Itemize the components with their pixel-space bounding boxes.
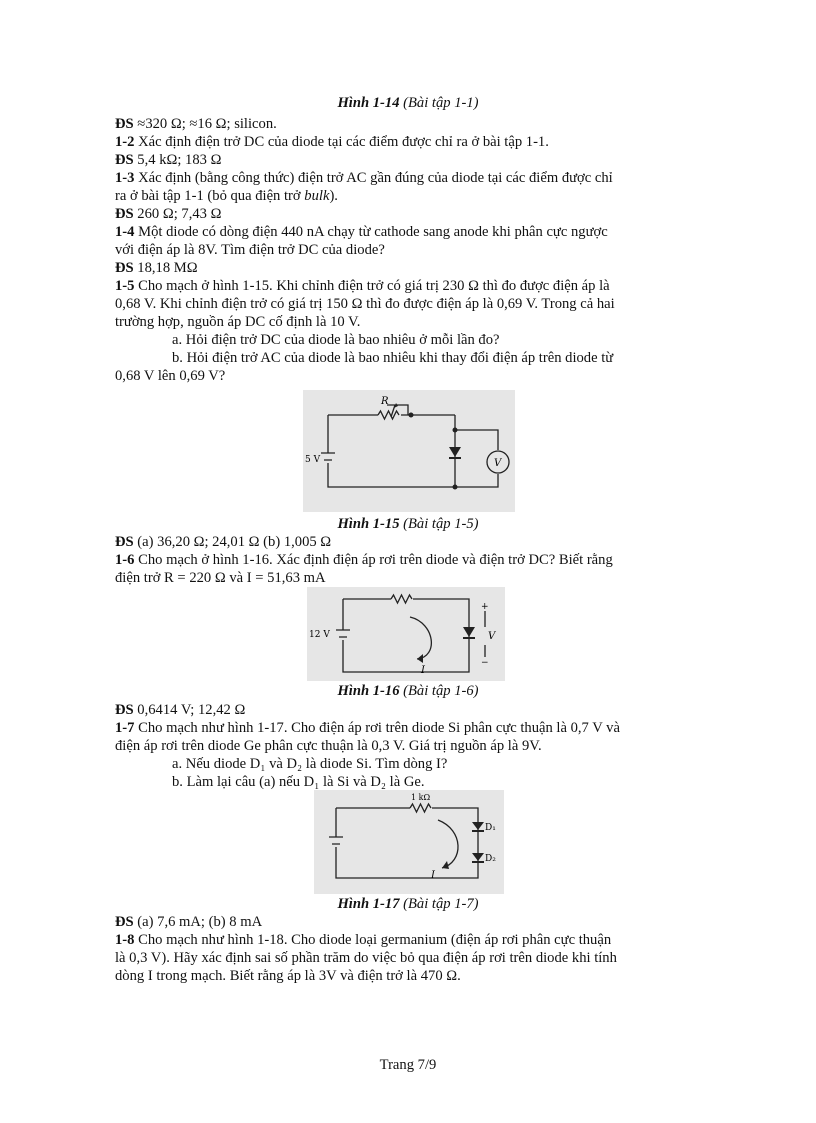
- problem-1-5: 1-5 Cho mạch ở hình 1-15. Khi chỉnh điện trở có giá trị 230 Ω thì đo được điện áp là: [115, 278, 610, 294]
- voltmeter-label: V: [494, 458, 502, 469]
- diode-symbol: [449, 447, 461, 457]
- answer-1-6: ĐS 0,6414 V; 12,42 Ω: [115, 702, 246, 718]
- current-arrow: [438, 820, 458, 868]
- resistor-label: R: [381, 396, 389, 407]
- problem-1-4-line2: với điện áp là 8V. Tìm điện trở DC của diode?: [115, 242, 385, 258]
- dc-source-5v: [321, 453, 335, 460]
- figure-1-15-circuit: [303, 390, 515, 512]
- diode-d2-symbol: [472, 853, 484, 861]
- figure-caption-1-14: Hình 1-14 (Bài tập 1-1): [337, 95, 479, 111]
- problem-1-3: 1-3 Xác định (bằng công thức) điện trở AC gần đúng của diode tại các điểm được chỉ: [115, 170, 613, 186]
- resistor-1k: [410, 804, 431, 812]
- current-label: I: [421, 665, 425, 676]
- problem-1-5-line3: trường hợp, nguồn áp DC cố định là 10 V.: [115, 314, 361, 330]
- answer-1-7: ĐS (a) 7,6 mA; (b) 8 mA: [115, 914, 263, 930]
- problem-1-5-line2: 0,68 V. Khi chỉnh điện trở có giá trị 150 Ω thì đo được điện áp là 0,69 V. Trong cả hai: [115, 296, 615, 312]
- resistor-r: [378, 411, 399, 419]
- problem-1-5-part-b-line2: 0,68 V lên 0,69 V?: [115, 368, 226, 384]
- diode-symbol: [463, 627, 475, 637]
- problem-1-8-line3: dòng I trong mạch. Biết rằng áp là 3V và điện trở là 470 Ω.: [115, 968, 461, 984]
- source-label: 12 V: [309, 630, 330, 640]
- minus-sign: −: [481, 658, 489, 668]
- current-arrow: [410, 617, 431, 659]
- figure-1-17-circuit: [314, 790, 504, 894]
- answer-1-2: ĐS 5,4 kΩ; 183 Ω: [115, 152, 222, 168]
- voltage-label: V: [488, 631, 496, 642]
- problem-1-4: 1-4 Một diode có dòng điện 440 nA chạy từ cathode sang anode khi phân cực ngược: [115, 224, 608, 240]
- dc-source-12v: [336, 630, 350, 637]
- answer-1-4: ĐS 18,18 MΩ: [115, 260, 198, 276]
- problem-1-2: 1-2 Xác định điện trở DC của diode tại các điểm được chỉ ra ở bài tập 1-1.: [115, 134, 549, 150]
- source-label: 5 V: [305, 455, 321, 465]
- problem-1-7-line2: điện áp rơi trên diode Ge phân cực thuận là 0,3 V. Giá trị nguồn áp là 9V.: [115, 738, 542, 754]
- problem-1-7-part-a: a. Nếu diode D₁ và D₂ là diode Si. Tìm dòng I?: [172, 756, 448, 772]
- problem-1-6-line2: điện trở R = 220 Ω và I = 51,63 mA: [115, 570, 326, 586]
- answer-1-3: ĐS 260 Ω; 7,43 Ω: [115, 206, 222, 222]
- plus-sign: +: [481, 602, 489, 612]
- problem-1-6: 1-6 Cho mạch ở hình 1-16. Xác định điện áp rơi trên diode và điện trở DC? Biết rằng: [115, 552, 613, 568]
- problem-1-8-line2: là 0,3 V). Hãy xác định sai số phần trăm do việc bỏ qua điện áp rơi trên diode khi tính: [115, 950, 617, 966]
- diode-d2-label: D₂: [485, 854, 496, 864]
- answer-1-5: ĐS (a) 36,20 Ω; 24,01 Ω (b) 1,005 Ω: [115, 534, 332, 550]
- current-label: I: [431, 870, 435, 881]
- problem-1-7: 1-7 Cho mạch như hình 1-17. Cho điện áp rơi trên diode Si phân cực thuận là 0,7 V và: [115, 720, 620, 736]
- dc-source: [329, 837, 343, 844]
- answer-1-1: ĐS ≈320 Ω; ≈16 Ω; silicon.: [115, 116, 277, 132]
- figure-caption-1-15: Hình 1-15 (Bài tập 1-5): [337, 516, 479, 532]
- diode-d1-label: D₁: [485, 823, 496, 833]
- resistor-label: 1 kΩ: [411, 793, 431, 802]
- page-number: Trang 7/9: [379, 1057, 437, 1073]
- problem-1-5-part-a: a. Hỏi điện trở DC của diode là bao nhiêu ở mỗi lần đo?: [172, 332, 500, 348]
- figure-caption-1-17: Hình 1-17 (Bài tập 1-7): [337, 896, 479, 912]
- figure-caption-1-16: Hình 1-16 (Bài tập 1-6): [337, 683, 479, 699]
- figure-1-16-circuit: [307, 587, 505, 681]
- diode-d1-symbol: [472, 822, 484, 830]
- resistor: [391, 595, 412, 603]
- problem-1-3-line2: ra ở bài tập 1-1 (bỏ qua điện trở bulk).: [115, 188, 338, 204]
- problem-1-8: 1-8 Cho mạch như hình 1-18. Cho diode loại germanium (điện áp rơi phân cực thuận: [115, 932, 612, 948]
- problem-1-7-part-b: b. Làm lại câu (a) nếu D₁ là Si và D₂ là Ge.: [172, 774, 425, 790]
- problem-1-5-part-b: b. Hỏi điện trở AC của diode là bao nhiêu khi thay đổi điện áp trên diode từ: [172, 350, 614, 366]
